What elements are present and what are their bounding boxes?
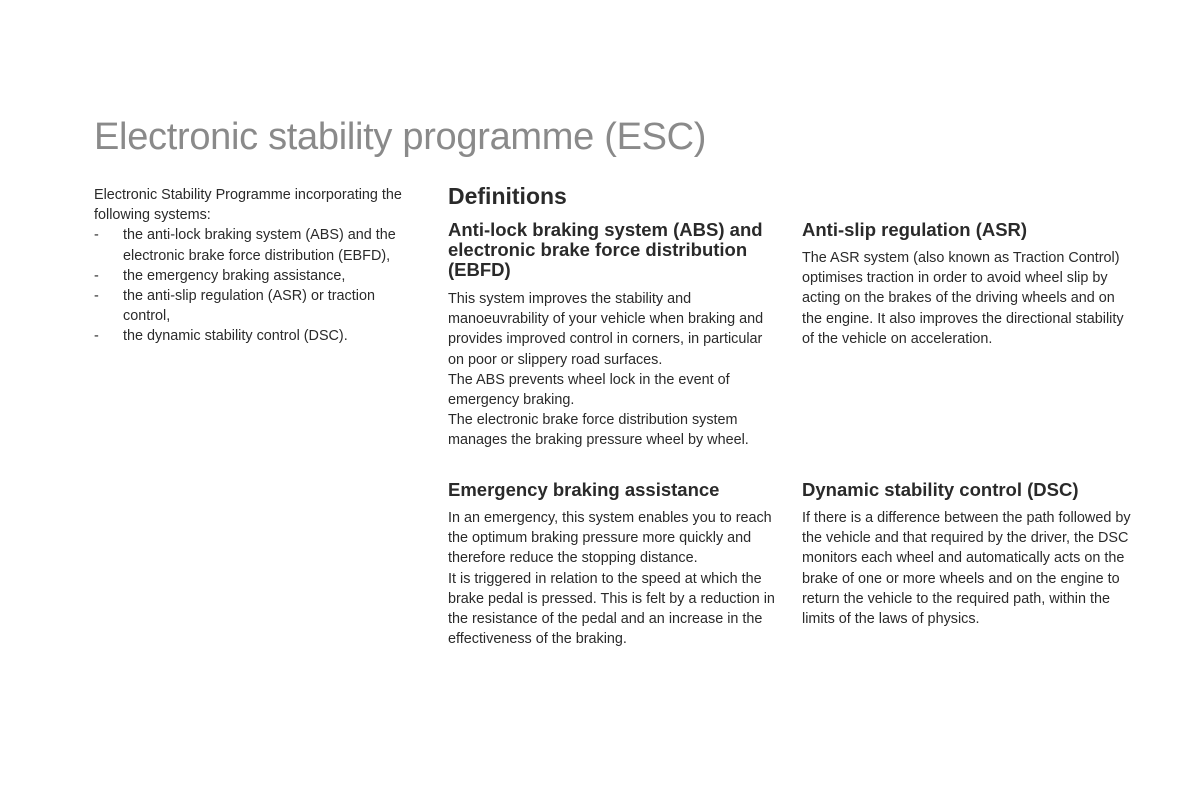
section-title: Anti-slip regulation (ASR) [802, 219, 1028, 240]
intro-block [94, 185, 424, 347]
dash-bullet: - [94, 288, 99, 305]
section-paragraph: It is triggered in relation to the speed at which the brake pedal is pressed. This is felt by a reduction in the resistance of the pedal and an increase in the effectiveness of the braking. [448, 570, 775, 648]
list-item [94, 225, 424, 265]
section-paragraph: The ABS prevents wheel lock in the event of emergency braking. [448, 371, 730, 409]
dash-bullet: - [94, 328, 99, 345]
section-paragraph: This system improves the stability and manoeuvrability of your vehicle when braking and provides improved control in corners, in particular on poor or slippery road surfaces. [448, 291, 764, 368]
section-emergency-braking [448, 480, 778, 649]
section-paragraph: In an emergency, this system enables you to reach the optimum braking pressure more quickly and therefore reduce the stopping distance. [448, 510, 772, 567]
list-item-text: the anti-lock braking system (ABS) and the electronic brake force distribution (EBFD), [123, 227, 396, 264]
systems-list [94, 225, 424, 346]
section-title: Dynamic stability control (DSC) [802, 479, 1079, 500]
list-item [94, 326, 424, 346]
intro-lead: Electronic Stability Programme incorporating the following systems: [94, 187, 402, 224]
section-paragraph: The electronic brake force distribution system manages the braking pressure wheel by wheel. [448, 412, 749, 449]
dash-bullet: - [94, 267, 99, 284]
section-title: Anti-lock braking system (ABS) and electronic brake force distribution (EBFD) [448, 219, 763, 280]
list-item-text: the anti-slip regulation (ASR) or traction control, [123, 288, 375, 325]
list-item [94, 266, 424, 286]
section-abs [448, 220, 778, 451]
page-title: Electronic stability programme (ESC) [94, 116, 707, 158]
section-dsc [802, 480, 1132, 629]
list-item-text: the dynamic stability control (DSC). [123, 328, 348, 345]
definitions-heading: Definitions [448, 183, 567, 209]
section-paragraph: The ASR system (also known as Traction Control) optimises traction in order to avoid wheel slip by acting on the brakes of the driving wheels and on the engine. It also improves the directional stability of the vehicle on acceleration. [802, 250, 1124, 347]
section-paragraph: If there is a difference between the path followed by the vehicle and that required by the driver, the DSC monitors each wheel and automatically acts on the brake of one or more wheels and on the engine to return the vehicle to the required path, within the limits of the laws of physics. [802, 510, 1131, 628]
dash-bullet: - [94, 227, 99, 244]
section-title: Emergency braking assistance [448, 479, 720, 500]
section-asr [802, 220, 1132, 349]
list-item [94, 286, 424, 326]
list-item-text: the emergency braking assistance, [123, 267, 346, 284]
